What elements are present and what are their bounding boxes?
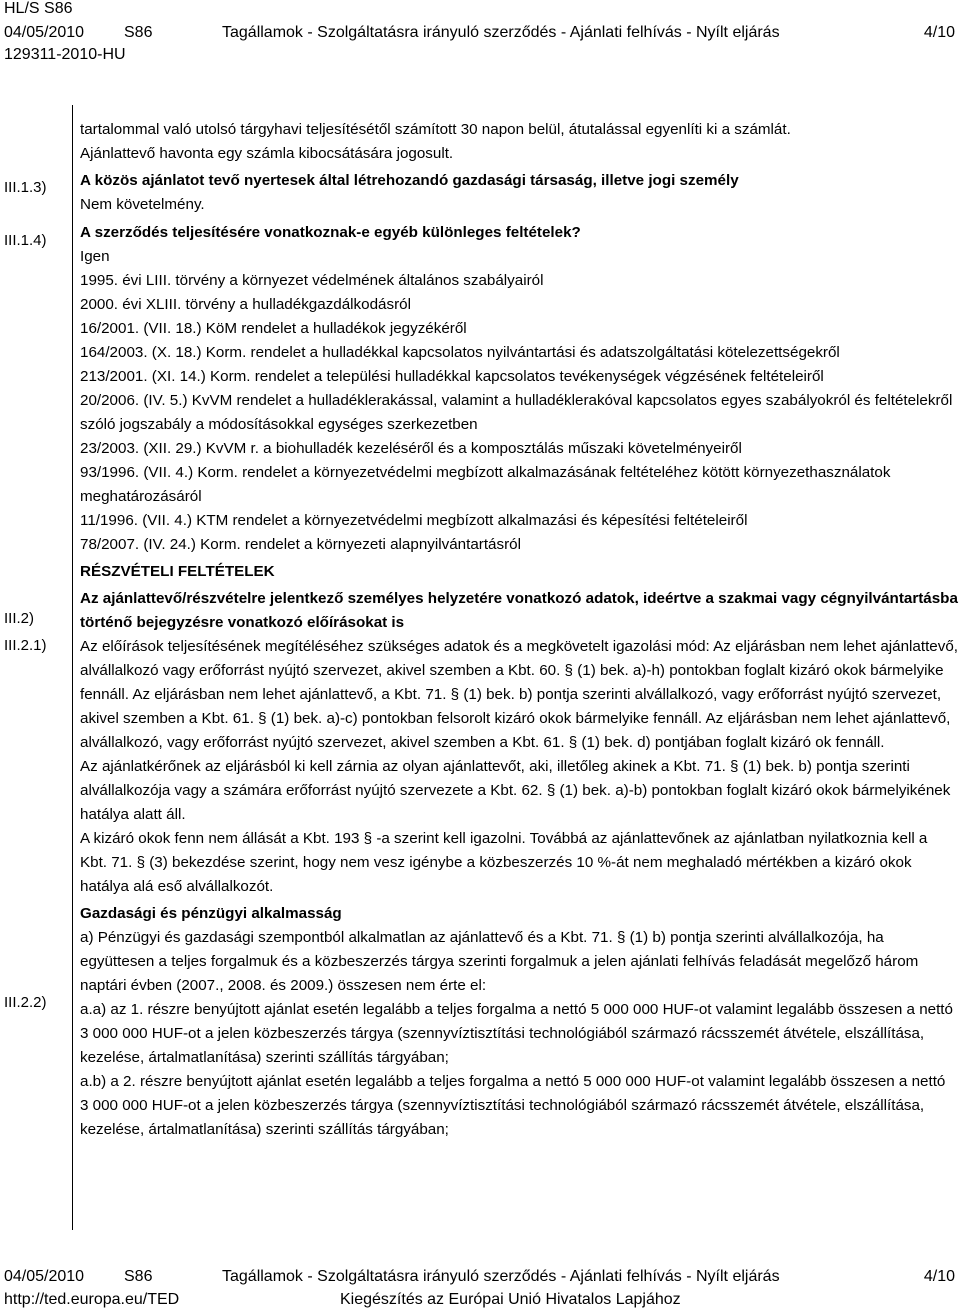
body-text: 2000. évi XLIII. törvény a hulladékgazdálkodásról — [80, 296, 411, 313]
body-text: 20/2006. (IV. 5.) KvVM rendelet a hulladéklerakással, valamint a hulladéklerakóval kapcsolatos egyes szabályokról és feltételekről szóló jogszabály a módosításokkal egységes szerkezetben — [80, 392, 953, 433]
page-footer — [0, 1262, 960, 1311]
header-ref: HL/S S86 — [4, 0, 73, 17]
body-text: Igen — [80, 248, 110, 265]
body-text: a.a) az 1. részre benyújtott ajánlat esetén legalább a teljes forgalma a nettó 5 000 000 HUF-ot valamint legalább összesen a nettó 3 000 000 HUF-ot a jelen közbeszerzés tárgya (szennyvíztisztítási technológiából származó rácsszemét átvétele, elszállítása, kezelése, ártalmatlanítása) szerinti szállítás tárgyában; — [80, 1001, 953, 1066]
header-doc-id: 129311-2010-HU — [4, 46, 126, 63]
section-heading: A szerződés teljesítésére vonatkoznak-e egyéb különleges feltételek? — [80, 224, 581, 241]
footer-title: Tagállamok - Szolgáltatásra irányuló szerződés - Ajánlati felhívás - Nyílt eljárás — [222, 1268, 780, 1285]
section-label-iii-2-1: III.2.1) — [4, 637, 47, 654]
footer-date: 04/05/2010 — [4, 1268, 85, 1285]
header-series: S86 — [124, 24, 153, 41]
body-text: 16/2001. (VII. 18.) KöM rendelet a hulladékok jegyzékéről — [80, 320, 467, 337]
body-text: 78/2007. (IV. 24.) Korm. rendelet a környezeti alapnyilvántartásról — [80, 536, 521, 553]
footer-url-link[interactable]: http://ted.europa.eu/TED — [4, 1291, 180, 1308]
header-title: Tagállamok - Szolgáltatásra irányuló szerződés - Ajánlati felhívás - Nyílt eljárás — [222, 24, 780, 41]
body-text: 164/2003. (X. 18.) Korm. rendelet a hulladékkal kapcsolatos nyilvántartási és adatszolgáltatási kötelezettségekről — [80, 344, 840, 361]
body-text: a) Pénzügyi és gazdasági szempontból alkalmatlan az ajánlattevő és a Kbt. 71. § (1) b) pontja szerinti alvállalkozója, ha együttesen a teljes forgalmuk és a közbeszerzés tárgya szerinti forgalmuk a jelen ajánlati felhívás feladását megelőző három naptári évben (2007., 2008. és 2009.) összesen nem érte el: — [80, 929, 919, 994]
section-label-iii-2-2: III.2.2) — [4, 994, 47, 1011]
page-header — [0, 0, 960, 66]
body-text: Az előírások teljesítésének megítéléséhez szükséges adatok és a megkövetelt igazolási mód: Az eljárásban nem lehet ajánlattevő, alvállalkozó vagy erőforrást nyújtó szervezet, akivel szemben a Kbt. 60. § (1) bek. a)-h) pontokban foglalt kizáró okok bármelyike fennáll. Az eljárásban nem lehet ajánlattevő, a Kbt. 71. § (1) bek. b) pontja szerinti alvállalkozó, vagy erőforrást nyújtó szervezet, akivel szemben a Kbt. 61. § (1) bek. a)-c) pontokban felsorolt kizáró okok bármelyike fennáll. Az eljárásban nem lehet ajánlattevő, alvállalkozó, vagy erőforrást nyújtó szervezet, akivel szemben a Kbt. 61. § (1) bek. d) pontjában foglalt kizáró ok fennáll. — [80, 638, 958, 751]
section-heading: Az ajánlattevő/részvételre jelentkező személyes helyzetére vonatkozó adatok, ideértve a szakmai vagy cégnyilvántartásba történő bejegyzésre vonatkozó előírásokat is — [80, 590, 958, 631]
document-body — [80, 118, 958, 1142]
body-text: a.b) a 2. részre benyújtott ajánlat esetén legalább a teljes forgalma a nettó 5 000 000 HUF-ot valamint legalább összesen a nettó 3 000 000 HUF-ot a jelen közbeszerzés tárgya (szennyvíztisztítási technológiából származó rácsszemét átvétele, elszállítása, kezelése, ártalmatlanítása) szerinti szállítás tárgyában; — [80, 1073, 946, 1138]
footer-page-number: 4/10 — [923, 1268, 955, 1285]
section-label-iii-2: III.2) — [4, 610, 35, 627]
body-text: 1995. évi LIII. törvény a környezet védelmének általános szabályairól — [80, 272, 544, 289]
header-date: 04/05/2010 — [4, 24, 85, 41]
section-label-iii-1-4: III.1.4) — [4, 232, 47, 249]
footer-publisher: Kiegészítés az Európai Unió Hivatalos Lapjához — [340, 1291, 681, 1308]
body-text: A kizáró okok fenn nem állását a Kbt. 193 § -a szerint kell igazolni. Továbbá az ajánlattevőnek az ajánlatban nyilatkoznia kell a Kbt. 71. § (3) bekezdése szerint, hogy nem vesz igénybe a közbeszerzés 10 %-át nem meghaladó mértékben a kizáró okok hatálya alá eső alvállalkozót. — [80, 830, 928, 895]
body-text: Nem követelmény. — [80, 196, 205, 213]
body-text: Az ajánlatkérőnek az eljárásból ki kell zárnia az olyan ajánlattevőt, aki, illetőleg akinek a Kbt. 71. § (1) bek. b) pontja szerinti alvállalkozója vagy a számára erőforrást nyújtó szervezete a Kbt. 62. § (1) bek. a)-b) pontokban foglalt kizáró okok bármelyikének hatálya alatt áll. — [80, 758, 951, 823]
body-text: Ajánlattevő havonta egy számla kibocsátására jogosult. — [80, 145, 454, 162]
footer-series: S86 — [124, 1268, 153, 1285]
margin-rule — [72, 105, 73, 1230]
section-heading: Gazdasági és pénzügyi alkalmasság — [80, 905, 342, 922]
body-text: 213/2001. (XI. 14.) Korm. rendelet a települési hulladékkal kapcsolatos tevékenységek végzésének feltételeiről — [80, 368, 824, 385]
body-text: 93/1996. (VII. 4.) Korm. rendelet a környezetvédelmi megbízott alkalmazásának feltételéhez kötött környezethasználatok meghatározásáról — [80, 464, 891, 505]
body-text: 23/2003. (XII. 29.) KvVM r. a biohulladék kezeléséről és a komposztálás műszaki követelményeiről — [80, 440, 742, 457]
body-text: tartalommal való utolsó tárgyhavi teljesítésétől számított 30 napon belül, átutalással egyenlíti ki a számlát. — [80, 121, 791, 138]
section-heading: RÉSZVÉTELI FELTÉTELEK — [80, 563, 275, 580]
section-heading: A közös ajánlatot tevő nyertesek által létrehozandó gazdasági társaság, illetve jogi személy — [80, 172, 739, 189]
body-text: 11/1996. (VII. 4.) KTM rendelet a környezetvédelmi megbízott alkalmazási és képesítési feltételeiről — [80, 512, 748, 529]
section-label-iii-1-3: III.1.3) — [4, 179, 47, 196]
header-page-number: 4/10 — [923, 24, 955, 41]
